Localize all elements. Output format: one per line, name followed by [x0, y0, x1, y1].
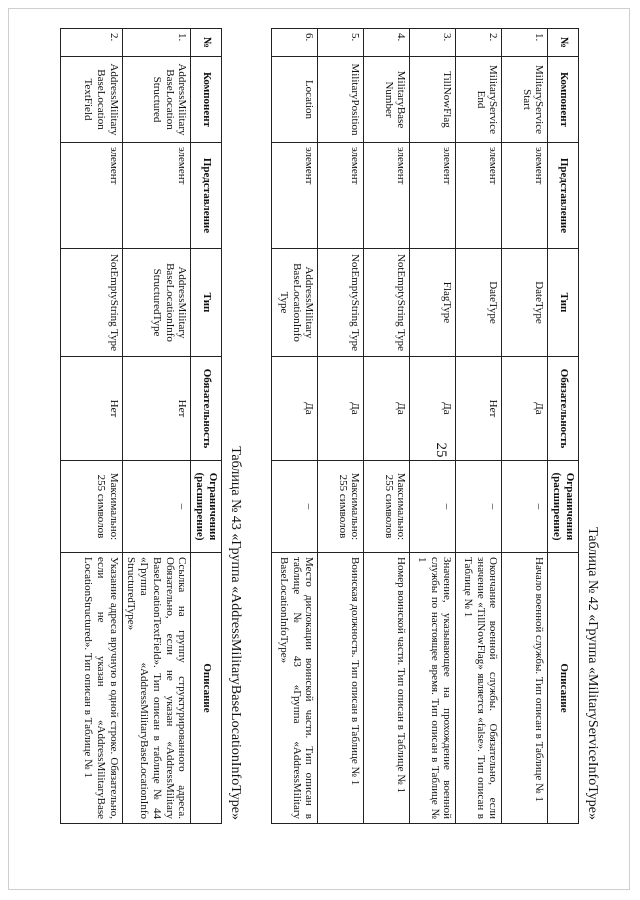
table-row — [60, 29, 122, 824]
column-header: Ограничения (расширение) — [191, 461, 222, 553]
column-header: Представление — [548, 143, 579, 249]
component-name: AddressMilitary BaseLocation Structured — [122, 57, 191, 143]
limit: – — [410, 461, 456, 553]
description: Место дислокации воинской части. Тип описан в таблице № 43 «Группа «AddressMilitary BaseLocationInfoType» — [272, 553, 318, 824]
representation: элемент — [122, 143, 191, 249]
column-header: Тип — [548, 249, 579, 357]
table-header-row — [548, 29, 579, 824]
type: AddressMilitary BaseLocationInfo StructuredType — [122, 249, 191, 357]
type: DateType — [502, 249, 548, 357]
description: Воинская должность. Тип описан в Таблице № 1 — [318, 553, 364, 824]
row-number: 1. — [122, 29, 191, 57]
description: Окончание военной службы. Обязательно, если значение «TillNowFlag» является «false». Тип описан в Таблице № 1 — [456, 553, 502, 824]
table-header-row — [191, 29, 222, 824]
type: NotEmptyString Type — [364, 249, 410, 357]
required: Да — [272, 357, 318, 461]
row-number: 3. — [410, 29, 456, 57]
type: DateType — [456, 249, 502, 357]
required: Нет — [456, 357, 502, 461]
table-row — [364, 29, 410, 824]
table-row — [122, 29, 191, 824]
component-name: TillNowFlag — [410, 57, 456, 143]
column-header: Представление — [191, 143, 222, 249]
column-header: Тип — [191, 249, 222, 357]
table-42 — [272, 28, 580, 824]
component-name: AddressMilitary BaseLocation TextField — [60, 57, 122, 143]
limit: – — [122, 461, 191, 553]
type: AddressMilitary BaseLocationInfo Type — [272, 249, 318, 357]
description: Значение, указывающее на прохождение военной службы по настоящее время. Тип описан в Таблице № 1 — [410, 553, 456, 824]
type: FlagType — [410, 249, 456, 357]
representation: элемент — [60, 143, 122, 249]
column-header: Компонент — [191, 57, 222, 143]
component-name: MilitaryBase Number — [364, 57, 410, 143]
required: Нет — [122, 357, 191, 461]
row-number: 2. — [456, 29, 502, 57]
component-name: MilitaryService End — [456, 57, 502, 143]
row-number: 4. — [364, 29, 410, 57]
representation: элемент — [502, 143, 548, 249]
row-number: 5. — [318, 29, 364, 57]
column-header: № — [191, 29, 222, 57]
description: Ссылка на группу структурированного адреса. Обязательно, если не указан «AddressMilitary BaseLocationTextField». Тип описан в таблице № 44 «Группа «AddressMilitaryBaseLocationInfo StructuredType» — [122, 553, 191, 824]
column-header: Ограничения (расширение) — [548, 461, 579, 553]
table-row — [502, 29, 548, 824]
required: Да — [364, 357, 410, 461]
description: Номер воинской части. Тип описан в Таблице № 1 — [364, 553, 410, 824]
table-row — [456, 29, 502, 824]
limit: Максимально: 255 символов — [364, 461, 410, 553]
column-header: № — [548, 29, 579, 57]
table-43-caption: Таблица № 43 «Группа «AddressMilitaryBaseLocationInfoType» — [228, 446, 243, 820]
component-name: Location — [272, 57, 318, 143]
row-number: 1. — [502, 29, 548, 57]
row-number: 6. — [272, 29, 318, 57]
row-number: 2. — [60, 29, 122, 57]
limit: – — [272, 461, 318, 553]
representation: элемент — [318, 143, 364, 249]
page-number: 25 — [433, 442, 449, 458]
table-row — [318, 29, 364, 824]
table-row — [272, 29, 318, 824]
required: Да — [410, 357, 456, 461]
column-header: Обязательность — [191, 357, 222, 461]
table-43 — [60, 28, 222, 824]
representation: элемент — [272, 143, 318, 249]
column-header: Компонент — [548, 57, 579, 143]
component-name: MilitaryPosition — [318, 57, 364, 143]
limit: Максимально: 255 символов — [60, 461, 122, 553]
representation: элемент — [456, 143, 502, 249]
representation: элемент — [364, 143, 410, 249]
type: NotEmptyString Type — [60, 249, 122, 357]
column-header: Обязательность — [548, 357, 579, 461]
type: NotEmptyString Type — [318, 249, 364, 357]
table-42-caption: Таблица № 42 «Группа «MilitaryServiceInfoType» — [585, 527, 600, 820]
limit: – — [456, 461, 502, 553]
description: Указание адреса вручную в одной строке. Обязательно, если не указан «AddressMilitaryBase LocationStructured». Тип описан в Таблице № 1 — [60, 553, 122, 824]
component-name: MilitaryService Start — [502, 57, 548, 143]
limit: – — [502, 461, 548, 553]
required: Нет — [60, 357, 122, 461]
column-header: Описание — [191, 553, 222, 824]
required: Да — [502, 357, 548, 461]
description: Начало военной службы. Тип описан в Таблице № 1 — [502, 553, 548, 824]
limit: Максимально: 255 символов — [318, 461, 364, 553]
column-header: Описание — [548, 553, 579, 824]
rotated-page-content — [20, 20, 600, 880]
representation: элемент — [410, 143, 456, 249]
table-row — [410, 29, 456, 824]
required: Да — [318, 357, 364, 461]
